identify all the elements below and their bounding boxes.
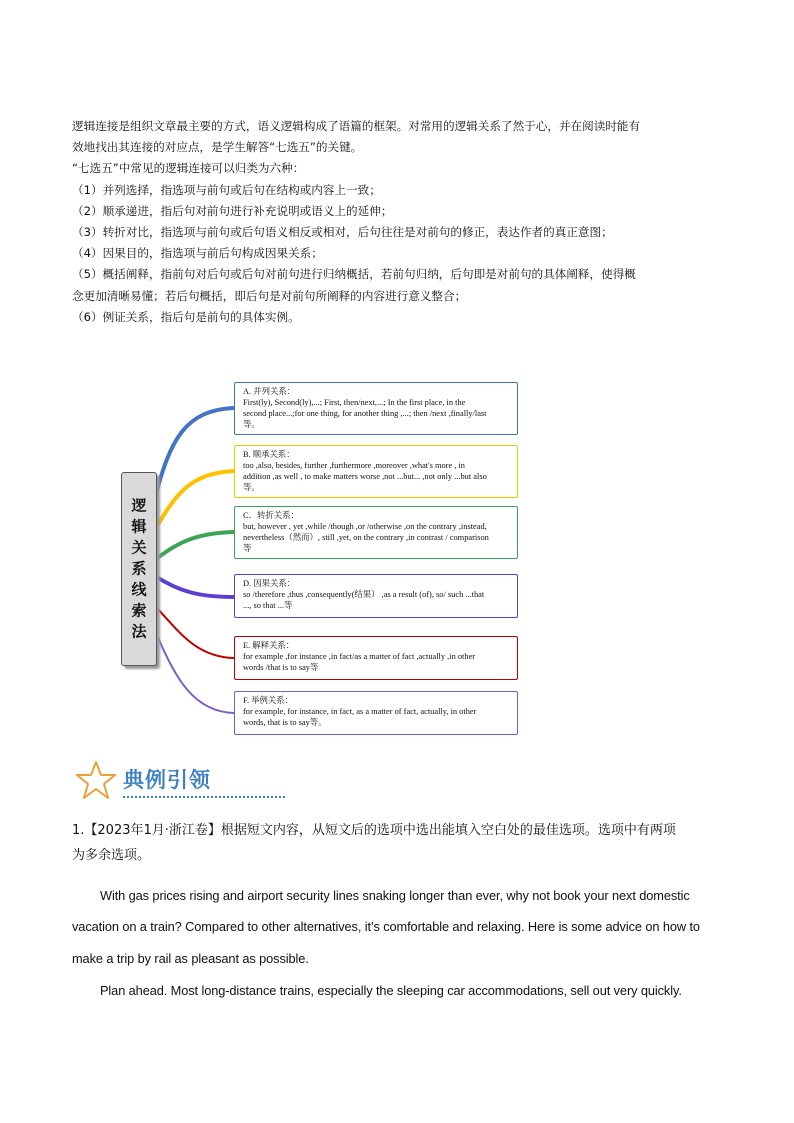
connector-a <box>155 408 234 498</box>
list-item: （2）顺承递进，指后句对前句进行补充说明或语义上的延伸； <box>72 203 393 218</box>
list-item: 念更加清晰易懂；若后句概括，即后句是对前句所阐释的内容进行意义整合； <box>72 288 467 303</box>
branch-box-d: D. 因果关系： so /therefore ,thus ,consequently(结果） ,as a result (of), so/ such ...that ..., so that ...等 <box>234 574 518 618</box>
center-char: 索 <box>131 601 147 620</box>
question-number: 1. <box>72 823 85 838</box>
center-char: 关 <box>131 538 147 557</box>
list-item: （3）转折对比，指选项与前句或后句语义相反或相对，后句往往是对前句的修正，表达作者的真正意图； <box>72 225 613 240</box>
branch-box-b: B. 顺承关系： too ,also, besides, further ,furthermore ,moreover ,what's more , in addition ,as well , to make matters worse ,not ...but... ,not only ...but also 等。 <box>234 445 518 498</box>
passage-line: With gas prices rising and airport security lines snaking longer than ever, why not book your next domestic <box>100 888 690 903</box>
section-underline <box>123 796 285 798</box>
list-item: （1）并列选择，指选项与前句或后句在结构或内容上一致； <box>72 182 381 197</box>
section-title: 典例引领 <box>123 768 211 792</box>
center-char: 线 <box>131 580 147 599</box>
list-item: （5）概括阐释，指前句对后句或后句对前句进行归纳概括，若前句归纳，后句即是对前句的具体阐释，使得概 <box>72 267 636 282</box>
intro-paragraph-line: 逻辑连接是组织文章最主要的方式，语义逻辑构成了语篇的框架。对常用的逻辑关系了然于心，并在阅读时能有 <box>72 119 641 133</box>
connector-d <box>155 576 234 597</box>
question-source: 【2023年1月·浙江卷】 <box>84 823 221 838</box>
list-item: （6）例证关系，指后句是前句的具体实例。 <box>72 309 300 324</box>
branch-box-a: A. 并列关系： First(ly), Second(ly),...; First, then/next,...; In the first place, in the second place...;for one thing, for another thing ,...; then /next ,finally/last 等。 <box>234 382 518 435</box>
question-instruction: 1.【2023年1月·浙江卷】根据短文内容，从短文后的选项中选出能填入空白处的最佳选项。选项中有两项 为多余选项。 <box>72 823 676 863</box>
connector-e <box>155 606 234 658</box>
mindmap-center-label <box>122 496 156 643</box>
passage-line: Plan ahead. Most long-distance trains, especially the sleeping car accommodations, sell out very quickly. <box>100 983 682 998</box>
branch-box-c: C．转折关系： but, however , yet ,while /though ,or /otherwise ,on the contrary ,instead, nevertheless（然而）, still ,yet, on the contrary ,in contrast / comparison 等 <box>234 506 518 559</box>
section-header <box>75 758 275 802</box>
intro-text <box>72 116 732 328</box>
center-char: 辑 <box>131 517 147 536</box>
intro-paragraph-line: “七选五”中常见的逻辑连接可以归类为六种： <box>72 161 305 176</box>
mindmap-center-node <box>121 472 157 666</box>
connector-b <box>155 471 234 530</box>
connector-c <box>155 532 234 560</box>
star-icon <box>75 760 117 800</box>
branch-box-f: F. 举例关系： for example, for instance, in fact, as a matter of fact, actually, in other words, that is to say等。 <box>234 691 518 735</box>
list-item: （4）因果目的，指选项与前后句构成因果关系； <box>72 246 323 261</box>
passage-line: make a trip by rail as pleasant as possible. <box>72 951 309 966</box>
center-char: 法 <box>131 622 147 641</box>
passage-line: vacation on a train? Compared to other alternatives, it’s comfortable and relaxing. Here is some advice on how to <box>72 919 700 934</box>
center-char: 逻 <box>131 496 147 515</box>
branch-box-e: E. 解释关系： for example ,for instance ,in fact/as a matter of fact ,actually ,in other words /that is to say等 <box>234 636 518 680</box>
center-char: 系 <box>131 559 147 578</box>
intro-paragraph-line: 效地找出其连接的对应点，是学生解答“七选五”的关键。 <box>72 140 363 155</box>
connector-f <box>155 630 234 713</box>
